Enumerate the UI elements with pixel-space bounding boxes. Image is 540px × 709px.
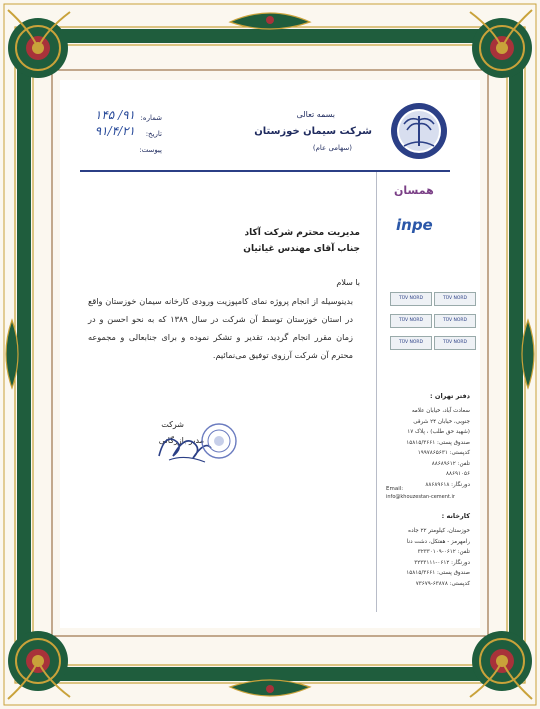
contact-line: کدپستی: ۱۹۹۷۸۶۵۶۳۱ <box>417 450 470 456</box>
edge-ornament-right <box>522 320 534 388</box>
edge-ornament-left <box>6 320 18 388</box>
signature-title: مدیر بازرگانی <box>158 436 204 445</box>
company-name: شرکت سیمان خوزستان <box>254 126 372 137</box>
contact-line: (شهید حق طلب) ، پلاک ۱۷ <box>407 429 470 435</box>
cert-badge: TÜV NORD <box>434 292 476 306</box>
date-value: ۹۱/۴/۲۱ <box>94 124 135 138</box>
contact-line: صندوق پستی: ۱۵۸۱۵/۳۶۶۱ <box>406 439 470 446</box>
contact-line: سعادت آباد، خیابان علامه <box>411 408 470 414</box>
attachment-label: پیوست: <box>139 146 162 154</box>
brand-mark-1: همسان <box>394 184 434 197</box>
cert-badge: TÜV NORD <box>434 314 476 328</box>
signature-company: شرکت <box>161 420 184 429</box>
date-label: تاریخ: <box>145 130 162 138</box>
company-logo-icon <box>390 102 448 160</box>
contact-line: رامهرمز - هفتکل، دشت دنا <box>406 538 470 545</box>
recipient-line-1: مدیریت محترم شرکت آکاد <box>244 228 360 238</box>
corner-ornament-top-right <box>470 10 532 78</box>
number-value: ۹۱/ ۱۴۵ <box>94 108 135 122</box>
number-label: شماره: <box>140 114 162 122</box>
email-address[interactable]: info@khouzestan-cement.ir <box>386 494 455 500</box>
header-rule <box>80 170 450 172</box>
tehran-office-lines <box>390 406 470 490</box>
corner-ornament-bottom-left <box>8 631 70 699</box>
cert-badge: TÜV NORD <box>390 336 432 350</box>
contact-line: خوزستان، کیلومتر ۲۲ جاده <box>408 528 470 534</box>
contact-line: کدپستی: ۶۳۸۷۸-۷۳۶۷۹ <box>415 580 470 587</box>
corner-ornament-top-left <box>8 10 70 78</box>
company-type: (سهامی عام) <box>312 144 352 152</box>
contact-line: صندوق پستی: ۱۵۸۱۵/۳۶۶۱ <box>406 570 470 576</box>
invocation-text: بسمه تعالی <box>296 110 335 119</box>
cert-badge: TÜV NORD <box>390 314 432 328</box>
contact-line: دورنگار: ۰۶۱۲-۳۲۳۳۱۱۱ <box>414 559 470 566</box>
official-stamp-icon <box>200 422 238 460</box>
sidebar-rule <box>376 172 377 612</box>
factory-heading: کارخانه : <box>441 512 470 520</box>
recipient-line-2: جناب آقای مهندس غیاثیان <box>243 244 360 254</box>
factory-lines <box>390 526 470 589</box>
contact-line: دورنگار: ۸۸۶۸۹۶۱۸ <box>425 481 470 488</box>
brand-mark-2: inpe <box>396 216 433 234</box>
contact-line: جنوبی، خیابان ۲۴ شرقی <box>413 418 470 425</box>
cert-badge: TÜV NORD <box>390 292 432 306</box>
greeting-text: با سلام <box>336 278 360 287</box>
contact-line: تلفن: ۰۶۱۲-۳۲۳۳۰۱۰۹ <box>417 549 470 555</box>
tehran-office-heading: دفتر تهران : <box>430 392 470 400</box>
letter-sheet <box>60 80 480 628</box>
cert-badge: TÜV NORD <box>434 336 476 350</box>
contact-line: ۸۸۶۹۱۰۵۶ <box>445 471 470 477</box>
contact-line: تلفن: ۸۸۶۸۹۶۱۲ <box>431 460 470 467</box>
corner-ornament-bottom-right <box>470 631 532 699</box>
email-label: Email: <box>386 486 404 492</box>
body-paragraph: بدینوسیله از انجام پروژه نمای کامپوزیت ورودی کارخانه سیمان خوزستان واقع در استان خوزستان توسط آن شرکت در سال ۱۳۸۹ که به نحو احسن و در زمان مقرر انجام گردید، تقدیر و تشکر نموده و برای جنابعالی و مجموعه محترم آن شرکت آرزوی توفیق می‌نمائیم. <box>88 296 354 360</box>
